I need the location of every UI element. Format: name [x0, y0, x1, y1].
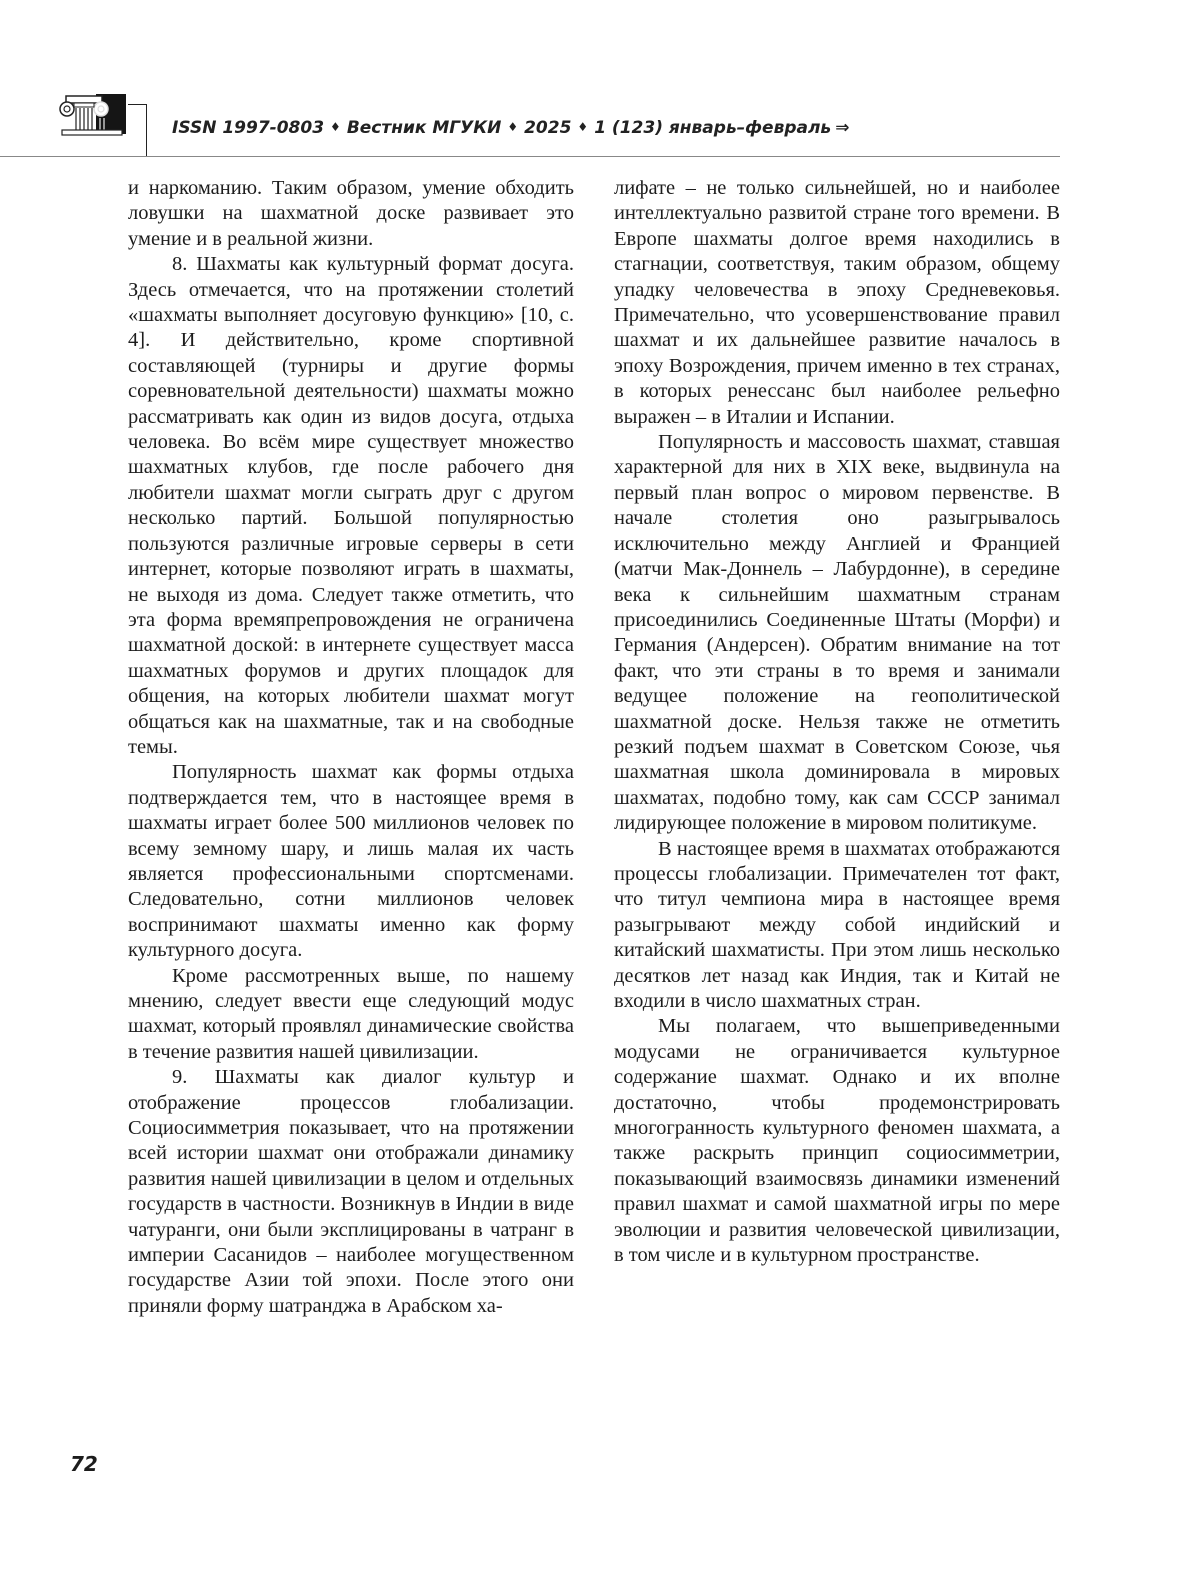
right-column	[614, 176, 1060, 1268]
paragraph: 9. Шахматы как диалог культур и отображение процессов глобализации. Социосимметрия показывает, что на протяжении всей истории шахмат они отображали динамику развития нашей цивилизации в целом и отдельных государств в частности. Возникнув в Индии в виде чатуранги, они были эксплицированы в чатранг в империи Сасанидов – наиболее могущественном государстве Азии той эпохи. После этого они приняли форму шатранджа в Арабском ха-	[128, 1066, 574, 1317]
header-arrow-icon: ⇒	[835, 118, 850, 138]
left-column	[128, 176, 574, 1319]
paragraph: и наркоманию. Таким образом, умение обходить ловушки на шахматной доске развивает это умение и в реальной жизни.	[128, 177, 574, 250]
header-issue: 1 (123) январь–февраль	[594, 118, 832, 138]
paragraph: Кроме рассмотренных выше, по нашему мнению, следует ввести еще следующий модус шахмат, который проявлял динамические свойства в течение развития нашей цивилизации.	[128, 964, 574, 1063]
header-journal: Вестник МГУКИ	[346, 118, 502, 138]
header-separator: ♦	[507, 120, 519, 134]
paragraph: 8. Шахматы как культурный формат досуга. Здесь отмечается, что на протяжении столетий «шахматы выполняет досуговую функцию» [10, с. 4]. И действительно, кроме спортивной составляющей (турниры и другие формы соревновательной деятельности) шахматы можно рассматривать как один из видов досуга, отдыха человека. Во всём мире существует множество шахматных клубов, где после рабочего дня любители шахмат могли сыграть друг с другом несколько партий. Большой популярностью пользуются различные игровые серверы в сети интернет, которые позволяют играть в шахматы, не выходя из дома. Следует также отметить, что эта форма времяпрепровождения не ограничена шахматной доской: в интернете существует масса шахматных форумов и других площадок для общения, на которых любители шахмат могут общаться как на шахматные, так и на свободные темы.	[128, 253, 574, 758]
paragraph: лифате – не только сильнейшей, но и наиболее интеллектуально развитой стране того времени. В Европе шахматы долгое время находились в стагнации, соответствуя, таким образом, общему упадку человечества в эпоху Средневековья. Примечательно, что усовершенствование правил шахмат и их дальнейшее развитие началось в эпоху Возрождения, причем именно в тех странах, в которых ренессанс был наиболее рельефно выражен – в Италии и Испании.	[614, 177, 1060, 428]
header-rule-vertical	[146, 104, 147, 156]
header-separator: ♦	[577, 120, 589, 134]
header-separator: ♦	[330, 120, 341, 134]
header-rule-top	[128, 104, 146, 105]
header-rule-bottom	[0, 156, 1060, 157]
running-header	[172, 118, 849, 138]
paragraph: В настоящее время в шахматах отображаются процессы глобализации. Примечателен тот факт, что титул чемпиона мира в настоящее время разыгрывают между собой индийский и китайский шахматисты. При этом лишь несколько десятков лет назад как Индия, так и Китай не входили в число шахматных стран.	[614, 837, 1060, 1012]
paragraph: Популярность и массовость шахмат, ставшая характерной для них в XIX веке, выдвинула на первый план вопрос о мировом первенстве. В начале столетия оно разыгрывалось исключительно между Англией и Францией (матчи Мак-Доннель – Лабурдонне), в середине века к сильнейшим шахматным странам присоединились Соединенные Штаты (Морфи) и Германия (Андерсен). Обратим внимание на тот факт, что эти страны в то время и занимали ведущее положение на геополитической шахматной доске. Нельзя также не отметить резкий подъем шахмат в Советском Союзе, чья шахматная школа доминировала в мировых шахматах, подобно тому, как сам СССР занимал лидирующее положение в мировом политикуме.	[614, 431, 1060, 835]
page-number: 72	[70, 1452, 98, 1476]
journal-logo-icon	[56, 92, 128, 140]
header-year: 2025	[524, 118, 572, 138]
header-issn: ISSN 1997-0803	[172, 118, 325, 138]
paragraph: Мы полагаем, что вышеприведенными модусами не ограничивается культурное содержание шахмат. Однако и их вполне достаточно, чтобы продемонстрировать многогранность культурного феномен шахмата, а также раскрыть принцип социосимметрии, показывающий взаимосвязь динамики изменений правил шахмат и самой шахматной игры по мере эволюции и развития человеческой цивилизации, в том числе и в культурном пространстве.	[614, 1015, 1060, 1267]
paragraph: Популярность шахмат как формы отдыха подтверждается тем, что в настоящее время в шахматы играет более 500 миллионов человек по всему земному шару, и лишь малая их часть является профессиональными спортсменами. Следовательно, сотни миллионов человек воспринимают шахматы именно как форму культурного досуга.	[128, 761, 574, 962]
